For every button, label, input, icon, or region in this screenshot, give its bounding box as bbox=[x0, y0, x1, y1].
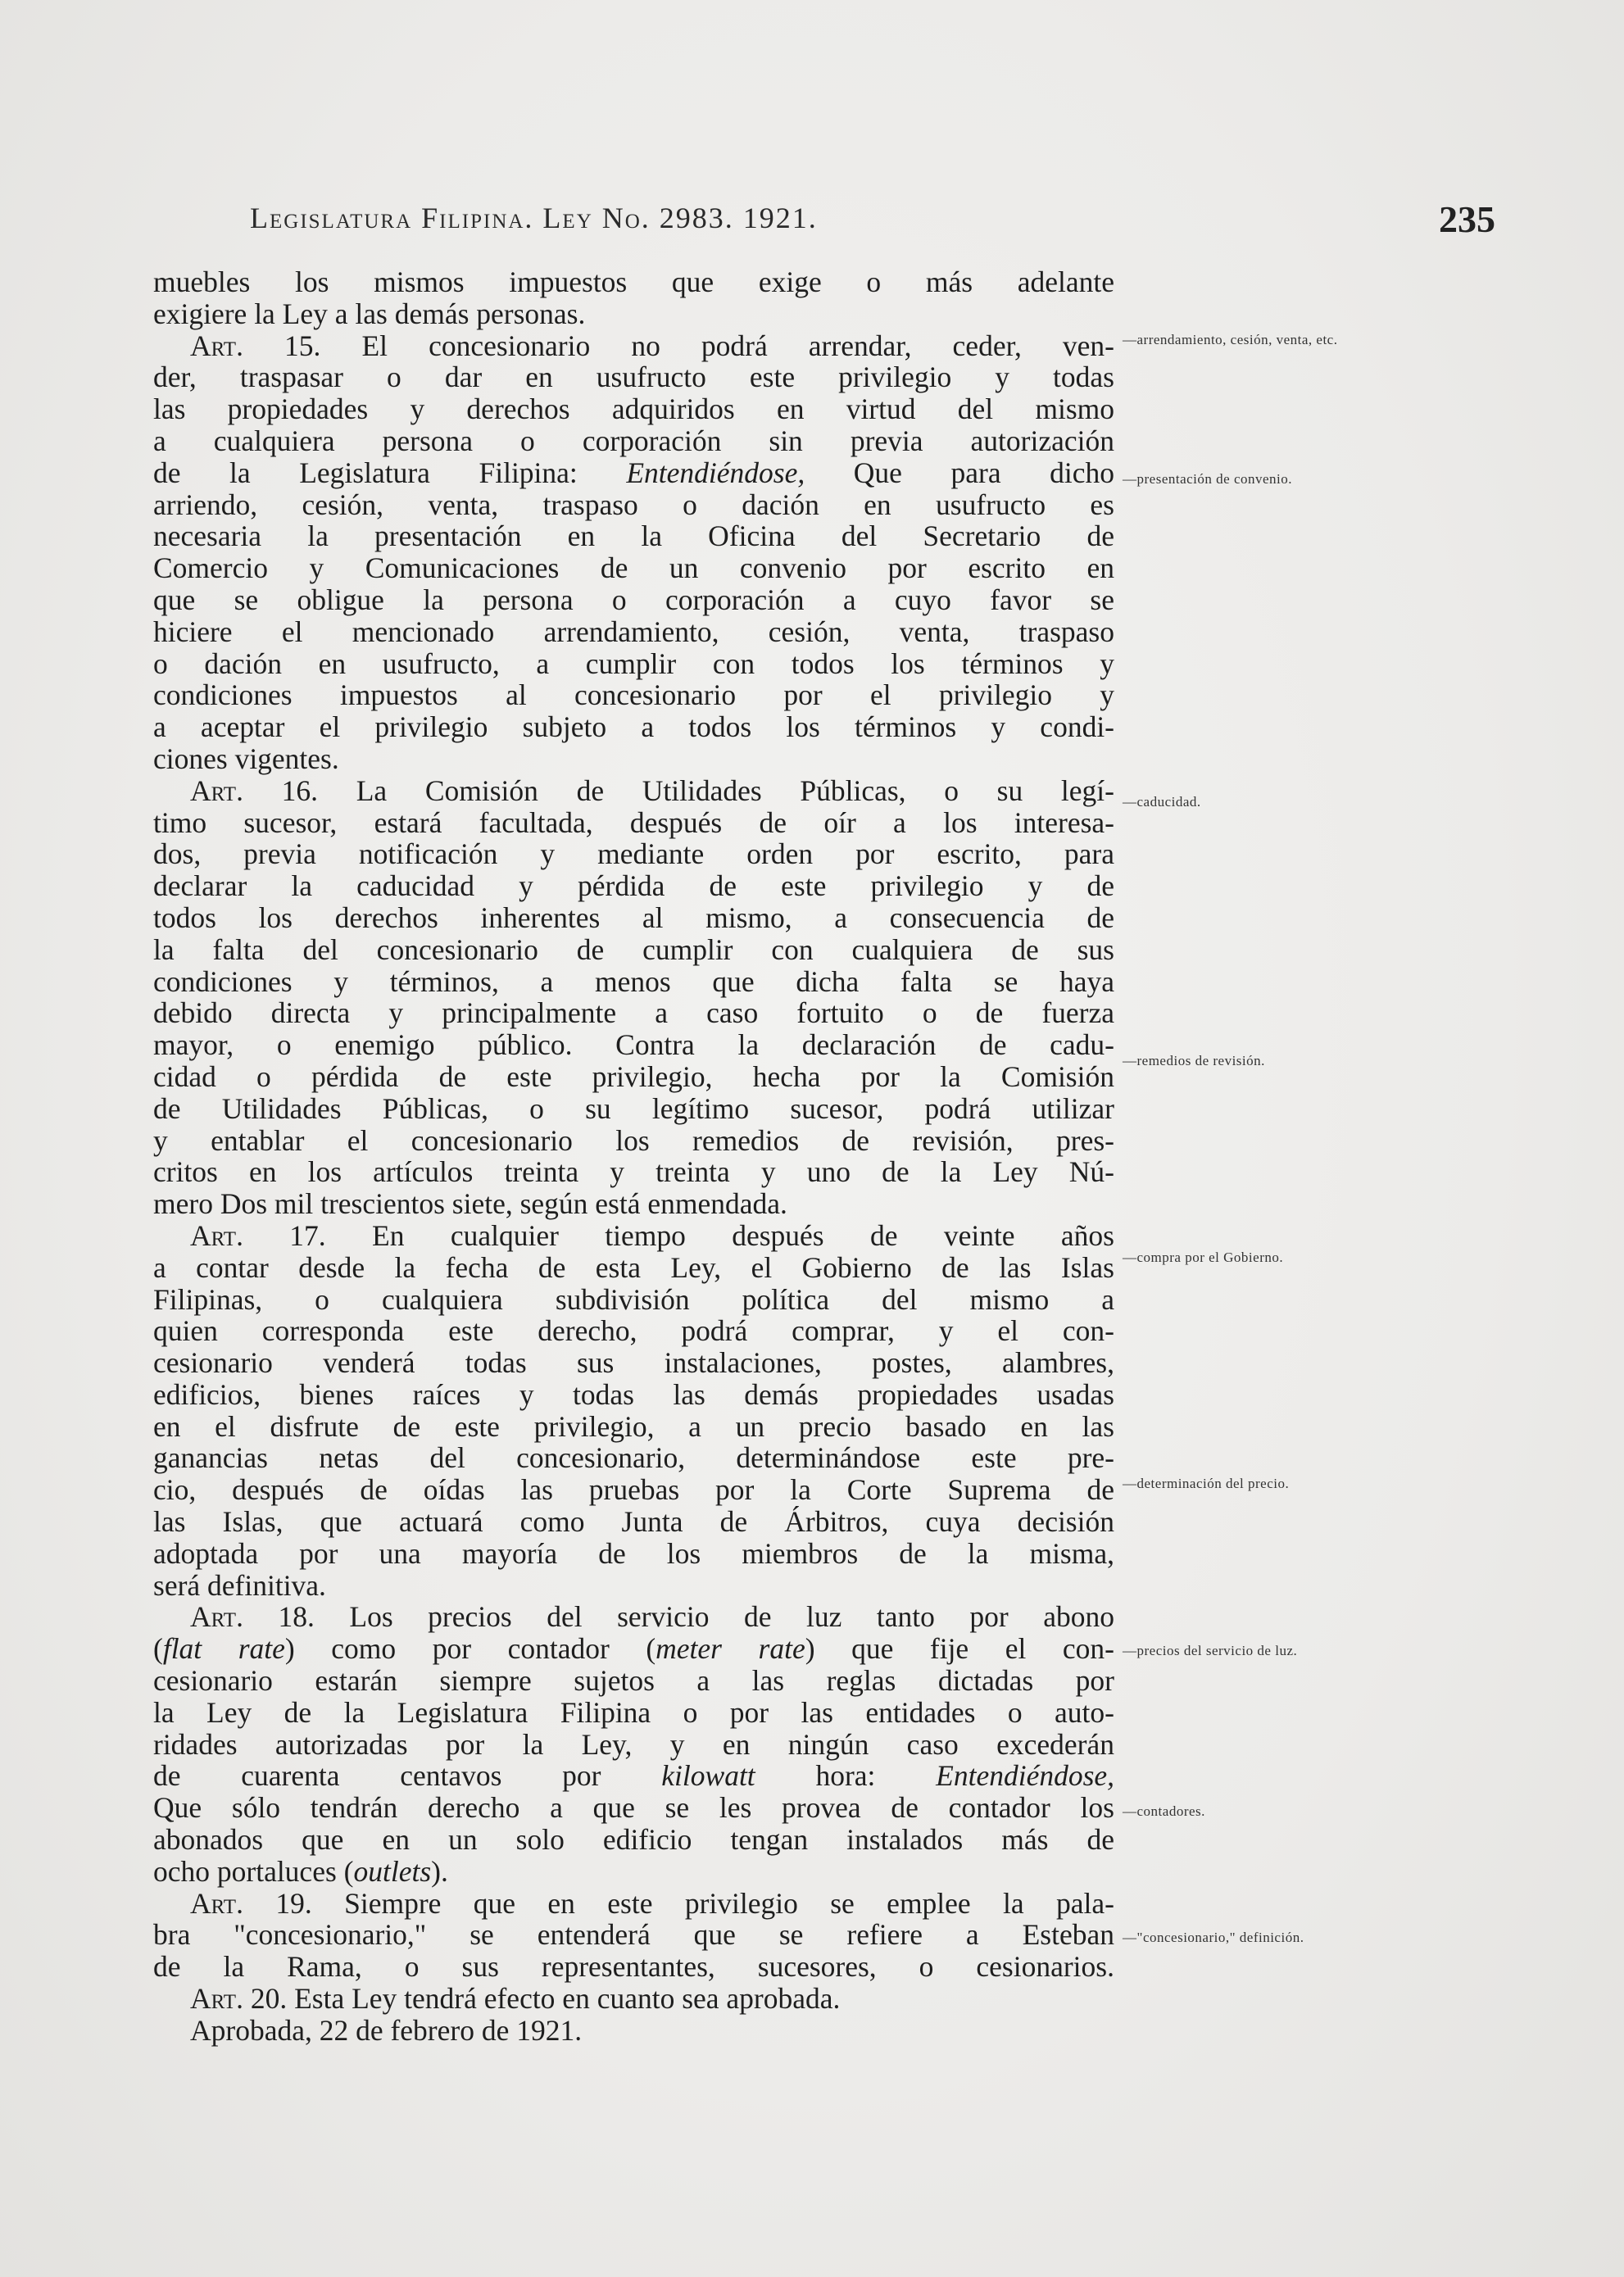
text-span: El concesionario no podrá arrendar, ceder, ven- bbox=[361, 329, 1114, 362]
marginal-note: —arrendamiento, cesión, venta, etc. bbox=[1123, 332, 1338, 347]
text-line: declarar la caducidad y pérdida de este privilegio y de bbox=[153, 869, 1114, 903]
text-line: la falta del concesionario de cumplir con cualquiera de sus bbox=[153, 932, 1114, 966]
text-span: La Comisión de Utilidades Públicas, o su legí- bbox=[356, 773, 1114, 807]
text-line: debido directa y principalmente a caso fortuito o de fuerza bbox=[153, 996, 1114, 1030]
article-number: Art. 16. bbox=[190, 773, 319, 807]
text-span: de cuarenta centavos por bbox=[153, 1759, 601, 1793]
text-line: mero Dos mil trescientos siete, según está enmendada. bbox=[153, 1187, 787, 1221]
body-text bbox=[153, 266, 1114, 2047]
article-number: Art. 20. bbox=[190, 1982, 288, 2016]
italic-span: Entendiéndose, bbox=[936, 1759, 1115, 1793]
text-span: ). bbox=[431, 1854, 448, 1888]
text-line: arriendo, cesión, venta, traspaso o dación en usufructo es bbox=[153, 488, 1114, 521]
marginal-note: —caducidad. bbox=[1123, 794, 1201, 810]
text-span: hora: bbox=[815, 1759, 876, 1793]
text-line: quien corresponda este derecho, podrá comprar, y el con- bbox=[153, 1314, 1114, 1348]
text-line: a aceptar el privilegio subjeto a todos los términos y condi- bbox=[153, 710, 1114, 744]
text-line: que se obligue la persona o corporación a cuyo favor se bbox=[153, 583, 1114, 616]
marginal-note: —determinación del precio. bbox=[1123, 1476, 1290, 1491]
marginal-note: —remedios de revisión. bbox=[1123, 1053, 1265, 1068]
text-span: de la Legislatura Filipina: bbox=[153, 456, 578, 489]
text-line: (flat rate) como por contador (meter rate) que fije el con- bbox=[153, 1632, 1114, 1666]
text-line: las propiedades y derechos adquiridos en virtud del mismo bbox=[153, 392, 1114, 426]
marginal-note: —precios del servicio de luz. bbox=[1123, 1643, 1298, 1658]
article-15-line bbox=[153, 330, 1114, 362]
text-span: como por contador ( bbox=[331, 1632, 656, 1666]
text-line: o dación en usufructo, a cumplir con todos los términos y bbox=[153, 646, 1114, 680]
text-line: Que sólo tendrán derecho a que se les provea de contador los bbox=[153, 1791, 1114, 1825]
text-line: Filipinas, o cualquiera subdivisión política del mismo a bbox=[153, 1282, 1114, 1316]
italic-span: meter rate bbox=[655, 1632, 805, 1666]
text-line bbox=[153, 1760, 1114, 1792]
text-line: Comercio y Comunicaciones de un convenio por escrito en bbox=[153, 551, 1114, 585]
text-line: todos los derechos inherentes al mismo, a consecuencia de bbox=[153, 900, 1114, 934]
article-number: Art. 19. bbox=[190, 1886, 312, 1920]
article-number: Art. 17. bbox=[190, 1218, 326, 1252]
italic-span: flat rate bbox=[162, 1632, 285, 1666]
text-line bbox=[153, 1856, 1114, 1888]
text-line: exigiere la Ley a las demás personas. bbox=[153, 297, 586, 330]
text-span: Esta Ley tendrá efecto en cuanto sea aprobada. bbox=[294, 1982, 841, 2016]
text-line: cesionario venderá todas sus instalaciones, postes, alambres, bbox=[153, 1346, 1114, 1380]
text-line: ganancias netas del concesionario, determinándose este pre- bbox=[153, 1441, 1114, 1475]
italic-span: kilowatt bbox=[661, 1759, 755, 1793]
text-span: Que para dicho bbox=[853, 456, 1115, 489]
article-19-line bbox=[153, 1888, 1114, 1920]
text-line: las Islas, que actuará como Junta de Árbitros, cuya decisión bbox=[153, 1505, 1114, 1539]
text-span: Los precios del servicio de luz tanto por abono bbox=[349, 1600, 1114, 1634]
text-line: cesionario estarán siempre sujetos a las reglas dictadas por bbox=[153, 1664, 1114, 1698]
text-line: abonados que en un solo edificio tengan instalados más de bbox=[153, 1823, 1114, 1857]
running-head: Legislatura Filipina. Ley No. 2983. 1921. bbox=[250, 202, 818, 234]
marginal-note: —presentación de convenio. bbox=[1123, 471, 1293, 487]
text-line: condiciones y términos, a menos que dicha falta se haya bbox=[153, 964, 1114, 998]
page-number: 235 bbox=[1439, 198, 1495, 240]
text-line: muebles los mismos impuestos que exige o más adelante bbox=[153, 265, 1114, 298]
article-20-line bbox=[153, 1983, 1114, 2015]
text-line: adoptada por una mayoría de los miembros de la misma, bbox=[153, 1536, 1114, 1570]
marginal-note: —compra por el Gobierno. bbox=[1123, 1250, 1284, 1265]
text-line: cidad o pérdida de este privilegio, hecha por la Comisión bbox=[153, 1059, 1114, 1093]
text-span: ocho portaluces ( bbox=[153, 1854, 354, 1888]
text-line: bra "concesionario," se entenderá que se refiere a Esteban bbox=[153, 1918, 1114, 1952]
marginal-note: —contadores. bbox=[1123, 1803, 1205, 1819]
text-line: necesaria la presentación en la Oficina del Secretario de bbox=[153, 519, 1114, 553]
text-line: en el disfrute de este privilegio, a un precio basado en las bbox=[153, 1409, 1114, 1443]
text-span: En cualquier tiempo después de veinte años bbox=[372, 1218, 1114, 1252]
text-line: critos en los artículos treinta y treinta y uno de la Ley Nú- bbox=[153, 1155, 1114, 1189]
text-line: será definitiva. bbox=[153, 1568, 326, 1602]
text-line: de la Rama, o sus representantes, sucesores, o cesionarios. bbox=[153, 1950, 1114, 1984]
article-number: Art. 18. bbox=[190, 1600, 315, 1634]
approval-date: Aprobada, 22 de febrero de 1921. bbox=[190, 2013, 583, 2047]
text-line: timo sucesor, estará facultada, después de oír a los interesa- bbox=[153, 805, 1114, 839]
text-line: cio, después de oídas las pruebas por la Corte Suprema de bbox=[153, 1473, 1114, 1507]
text-line: ciones vigentes. bbox=[153, 742, 339, 775]
text-line bbox=[153, 457, 1114, 489]
page-header bbox=[250, 198, 1495, 250]
text-line: la Ley de la Legislatura Filipina o por las entidades o auto- bbox=[153, 1695, 1114, 1729]
article-16-line bbox=[153, 775, 1114, 807]
text-line: hiciere el mencionado arrendamiento, cesión, venta, traspaso bbox=[153, 615, 1114, 648]
article-18-line bbox=[153, 1601, 1114, 1633]
text-line: dos, previa notificación y mediante orden por escrito, para bbox=[153, 837, 1114, 871]
italic-span: Entendiéndose, bbox=[626, 456, 805, 489]
italic-span: outlets bbox=[353, 1854, 432, 1888]
marginal-note: —"concesionario," definición. bbox=[1123, 1930, 1304, 1945]
text-line: a cualquiera persona o corporación sin previa autorización bbox=[153, 424, 1114, 457]
article-number: Art. 15. bbox=[190, 329, 321, 362]
text-span: ) que fije el con- bbox=[805, 1632, 1114, 1666]
text-line: de Utilidades Públicas, o su legítimo sucesor, podrá utilizar bbox=[153, 1091, 1114, 1125]
text-span: Siempre que en este privilegio se emplee la pala- bbox=[344, 1886, 1114, 1920]
text-line: ridades autorizadas por la Ley, y en ningún caso excederán bbox=[153, 1727, 1114, 1761]
text-line: edificios, bienes raíces y todas las demás propiedades usadas bbox=[153, 1377, 1114, 1411]
text-line: a contar desde la fecha de esta Ley, el Gobierno de las Islas bbox=[153, 1250, 1114, 1284]
article-17-line bbox=[153, 1220, 1114, 1252]
text-line: der, traspasar o dar en usufructo este privilegio y todas bbox=[153, 361, 1114, 394]
text-line: y entablar el concesionario los remedios de revisión, pres- bbox=[153, 1123, 1114, 1157]
text-line: mayor, o enemigo público. Contra la declaración de cadu- bbox=[153, 1028, 1114, 1062]
text-line: condiciones impuestos al concesionario por el privilegio y bbox=[153, 678, 1114, 712]
